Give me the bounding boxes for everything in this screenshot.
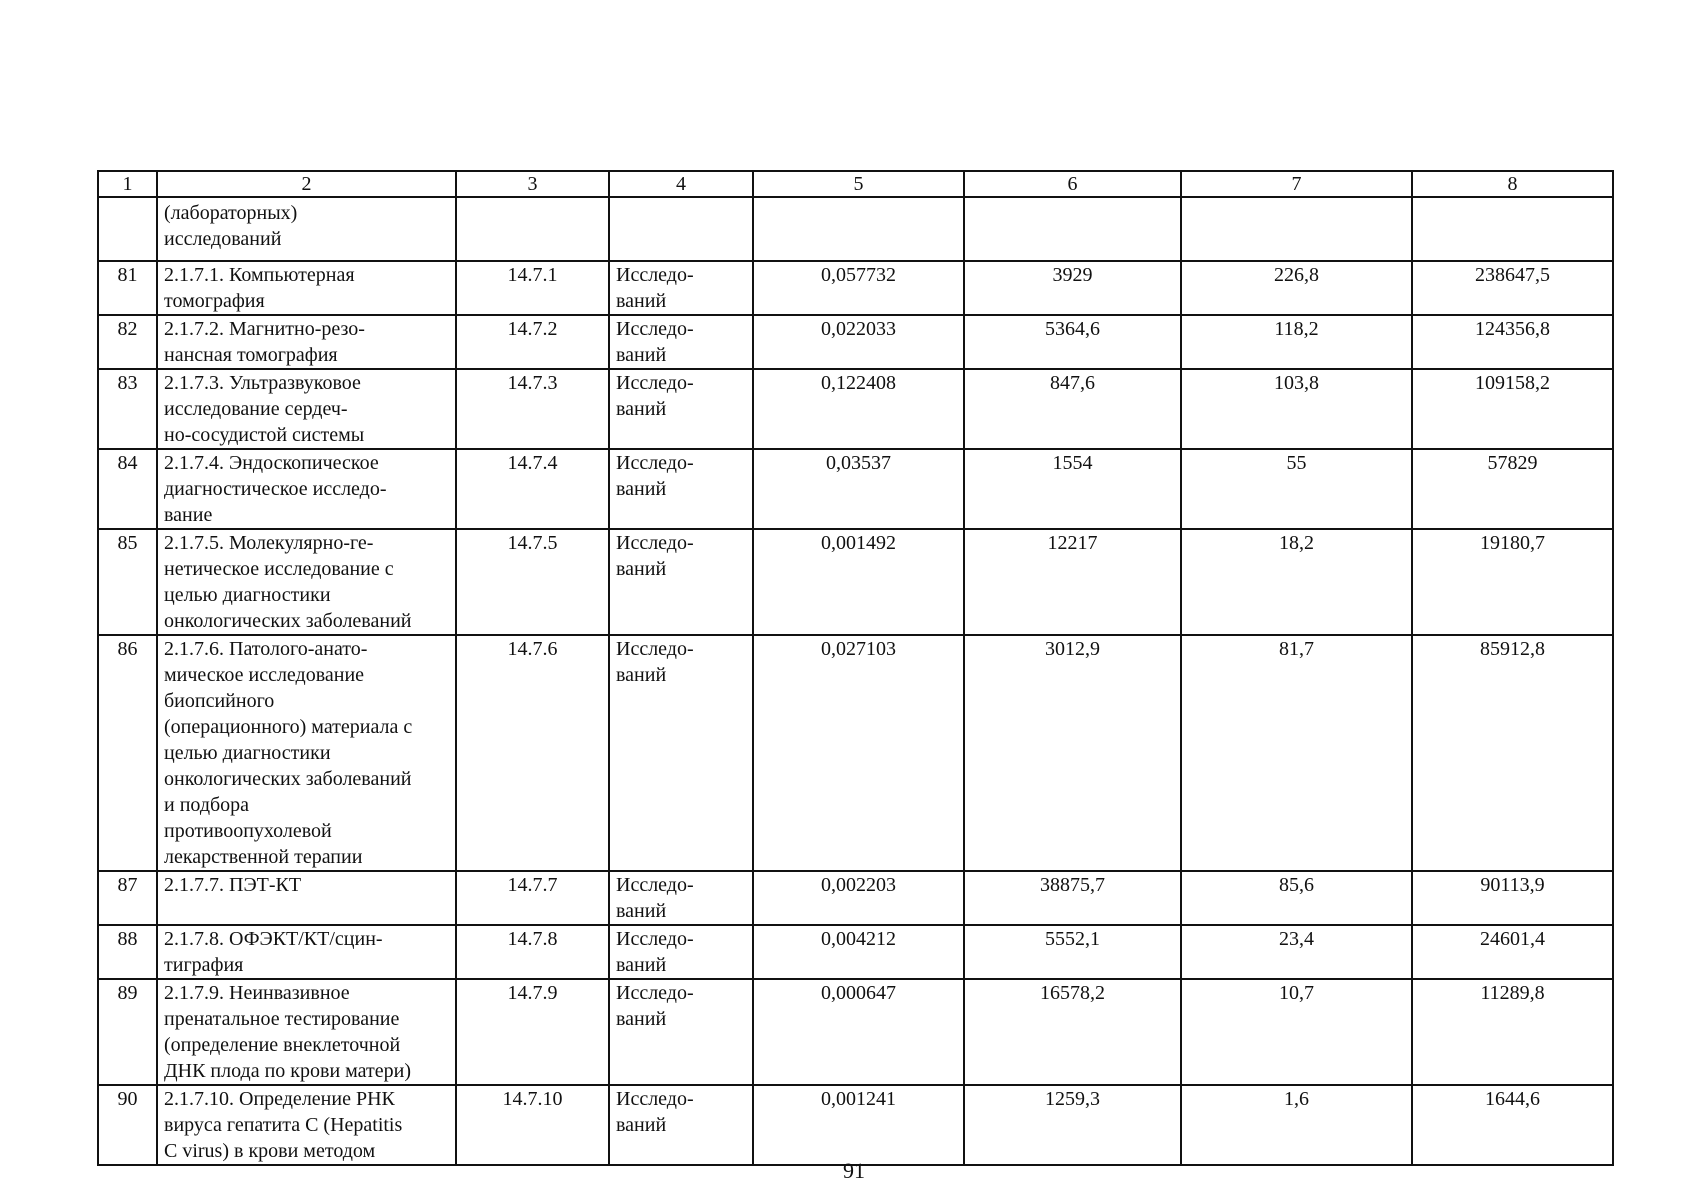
row-number-cell: 89 xyxy=(98,979,157,1085)
value-cell-8: 1644,6 xyxy=(1412,1085,1613,1165)
table-row xyxy=(98,871,1613,925)
name-cell: 2.1.7.4. Эндоскопическое диагностическое исследо- вание xyxy=(157,449,456,529)
row-number-cell: 88 xyxy=(98,925,157,979)
row-number-cell: 90 xyxy=(98,1085,157,1165)
value-cell-5: 0,122408 xyxy=(753,369,964,449)
value-cell-6: 3012,9 xyxy=(964,635,1181,871)
code-cell: 14.7.8 xyxy=(456,925,609,979)
table-row xyxy=(98,261,1613,315)
value-cell-7: 226,8 xyxy=(1181,261,1412,315)
value-cell-7 xyxy=(1181,197,1412,261)
table-row xyxy=(98,369,1613,449)
value-cell-5: 0,001492 xyxy=(753,529,964,635)
value-cell-5: 0,004212 xyxy=(753,925,964,979)
value-cell-7: 18,2 xyxy=(1181,529,1412,635)
unit-cell xyxy=(609,197,753,261)
value-cell-7: 103,8 xyxy=(1181,369,1412,449)
name-cell: 2.1.7.7. ПЭТ-КТ xyxy=(157,871,456,925)
row-number-cell: 81 xyxy=(98,261,157,315)
column-header: 2 xyxy=(157,171,456,197)
table-row xyxy=(98,449,1613,529)
value-cell-8: 238647,5 xyxy=(1412,261,1613,315)
table-row xyxy=(98,635,1613,871)
code-cell: 14.7.4 xyxy=(456,449,609,529)
value-cell-6: 38875,7 xyxy=(964,871,1181,925)
unit-cell: Исследо- ваний xyxy=(609,449,753,529)
column-header: 4 xyxy=(609,171,753,197)
code-cell: 14.7.5 xyxy=(456,529,609,635)
value-cell-5: 0,027103 xyxy=(753,635,964,871)
value-cell-5 xyxy=(753,197,964,261)
row-number-cell: 86 xyxy=(98,635,157,871)
continuation-row xyxy=(98,197,1613,261)
value-cell-7: 85,6 xyxy=(1181,871,1412,925)
unit-cell: Исследо- ваний xyxy=(609,1085,753,1165)
column-header: 3 xyxy=(456,171,609,197)
value-cell-8: 90113,9 xyxy=(1412,871,1613,925)
unit-cell: Исследо- ваний xyxy=(609,261,753,315)
value-cell-7: 55 xyxy=(1181,449,1412,529)
value-cell-6: 16578,2 xyxy=(964,979,1181,1085)
name-cell: 2.1.7.6. Патолого-анато- мическое исследование биопсийного (операционного) материала с целью диагностики онкологических заболеваний и подбора противоопухолевой лекарственной терапии xyxy=(157,635,456,871)
value-cell-6: 12217 xyxy=(964,529,1181,635)
value-cell-6: 847,6 xyxy=(964,369,1181,449)
code-cell: 14.7.3 xyxy=(456,369,609,449)
name-cell: 2.1.7.5. Молекулярно-ге- нетическое исследование с целью диагностики онкологических заболеваний xyxy=(157,529,456,635)
code-cell: 14.7.10 xyxy=(456,1085,609,1165)
value-cell-8: 19180,7 xyxy=(1412,529,1613,635)
column-header: 7 xyxy=(1181,171,1412,197)
value-cell-5: 0,001241 xyxy=(753,1085,964,1165)
value-cell-5: 0,022033 xyxy=(753,315,964,369)
header-row xyxy=(98,171,1613,197)
value-cell-5: 0,057732 xyxy=(753,261,964,315)
value-cell-7: 81,7 xyxy=(1181,635,1412,871)
value-cell-7: 10,7 xyxy=(1181,979,1412,1085)
unit-cell: Исследо- ваний xyxy=(609,871,753,925)
code-cell: 14.7.7 xyxy=(456,871,609,925)
value-cell-8 xyxy=(1412,197,1613,261)
code-cell: 14.7.9 xyxy=(456,979,609,1085)
value-cell-6: 1554 xyxy=(964,449,1181,529)
row-number-cell: 83 xyxy=(98,369,157,449)
column-header: 6 xyxy=(964,171,1181,197)
value-cell-8: 57829 xyxy=(1412,449,1613,529)
row-number-cell xyxy=(98,197,157,261)
table-row xyxy=(98,979,1613,1085)
row-number-cell: 87 xyxy=(98,871,157,925)
value-cell-6: 5364,6 xyxy=(964,315,1181,369)
name-cell: 2.1.7.2. Магнитно-резо- нансная томография xyxy=(157,315,456,369)
value-cell-8: 24601,4 xyxy=(1412,925,1613,979)
code-cell: 14.7.1 xyxy=(456,261,609,315)
row-number-cell: 82 xyxy=(98,315,157,369)
column-header: 1 xyxy=(98,171,157,197)
name-cell: 2.1.7.9. Неинвазивное пренатальное тестирование (определение внеклеточной ДНК плода по крови матери) xyxy=(157,979,456,1085)
table-row xyxy=(98,529,1613,635)
table-row xyxy=(98,315,1613,369)
unit-cell: Исследо- ваний xyxy=(609,369,753,449)
table-row xyxy=(98,1085,1613,1165)
row-number-cell: 84 xyxy=(98,449,157,529)
name-cell: 2.1.7.8. ОФЭКТ/КТ/сцин- тиграфия xyxy=(157,925,456,979)
data-table xyxy=(97,170,1614,1166)
value-cell-6: 3929 xyxy=(964,261,1181,315)
code-cell: 14.7.6 xyxy=(456,635,609,871)
code-cell: 14.7.2 xyxy=(456,315,609,369)
table-row xyxy=(98,925,1613,979)
column-header: 5 xyxy=(753,171,964,197)
value-cell-6: 1259,3 xyxy=(964,1085,1181,1165)
value-cell-8: 109158,2 xyxy=(1412,369,1613,449)
page-number: 91 xyxy=(843,1158,865,1183)
row-number-cell: 85 xyxy=(98,529,157,635)
value-cell-8: 11289,8 xyxy=(1412,979,1613,1085)
value-cell-5: 0,000647 xyxy=(753,979,964,1085)
name-cell: (лабораторных) исследований xyxy=(157,197,456,261)
name-cell: 2.1.7.3. Ультразвуковое исследование сердеч- но-сосудистой системы xyxy=(157,369,456,449)
value-cell-6 xyxy=(964,197,1181,261)
value-cell-5: 0,03537 xyxy=(753,449,964,529)
value-cell-7: 23,4 xyxy=(1181,925,1412,979)
value-cell-5: 0,002203 xyxy=(753,871,964,925)
value-cell-7: 1,6 xyxy=(1181,1085,1412,1165)
value-cell-7: 118,2 xyxy=(1181,315,1412,369)
value-cell-6: 5552,1 xyxy=(964,925,1181,979)
name-cell: 2.1.7.10. Определение РНК вируса гепатита С (Hepatitis C virus) в крови методом xyxy=(157,1085,456,1165)
unit-cell: Исследо- ваний xyxy=(609,315,753,369)
unit-cell: Исследо- ваний xyxy=(609,529,753,635)
code-cell xyxy=(456,197,609,261)
unit-cell: Исследо- ваний xyxy=(609,979,753,1085)
value-cell-8: 85912,8 xyxy=(1412,635,1613,871)
name-cell: 2.1.7.1. Компьютерная томография xyxy=(157,261,456,315)
unit-cell: Исследо- ваний xyxy=(609,925,753,979)
unit-cell: Исследо- ваний xyxy=(609,635,753,871)
column-header: 8 xyxy=(1412,171,1613,197)
value-cell-8: 124356,8 xyxy=(1412,315,1613,369)
